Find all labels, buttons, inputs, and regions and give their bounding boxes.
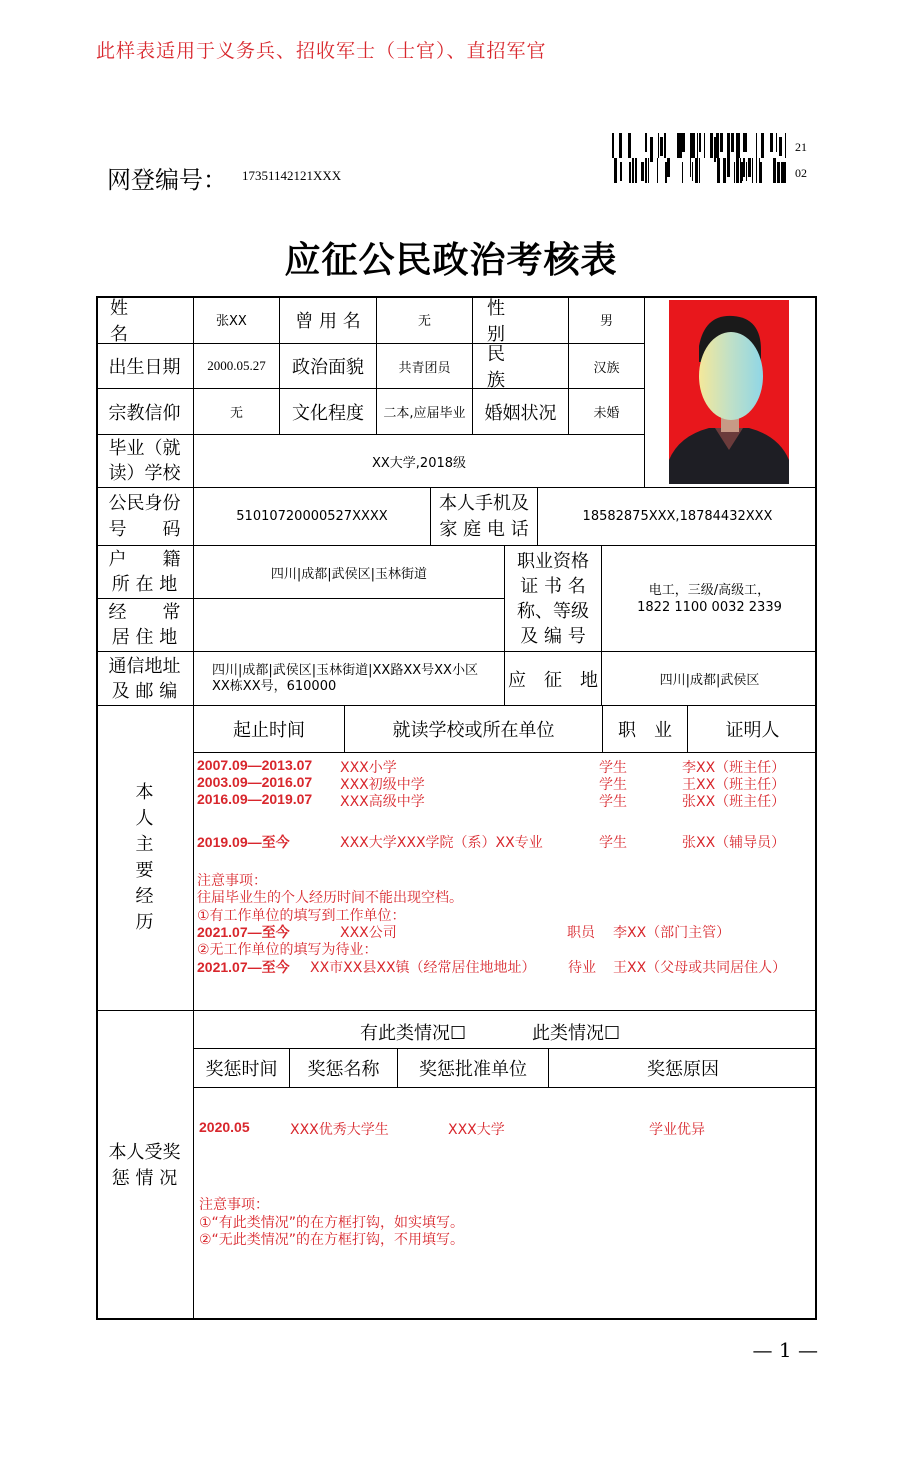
experience-note-line4: ②无工作单位的填写为待业： — [197, 942, 378, 958]
header-award-name: 奖惩名称 — [307, 1059, 380, 1080]
applicant-photo — [669, 300, 789, 484]
experience-row-school: XXX小学 — [340, 760, 397, 776]
registration-number: 17351142121XXX — [242, 168, 342, 183]
awards-note-line1: ①“有此类情况”的在方框打钩，如实填写。 — [199, 1215, 465, 1231]
marital-value: 未婚 — [593, 406, 620, 421]
header-occupation: 职 业 — [618, 720, 672, 741]
experience-row-witness: 李XX（班主任） — [682, 760, 786, 776]
address-label-line2: 及 邮 编 — [111, 680, 178, 702]
cert-label-line2: 证 书 名 — [520, 575, 586, 597]
experience-row-time: 2016.09—2019.07 — [197, 791, 313, 807]
experience-note-line2: ①有工作单位的填写到工作单位： — [197, 908, 406, 924]
experience-row-school: XXX初级中学 — [340, 777, 425, 793]
awards-note-line2: ②“无此类情况”的在方框打钩，不用填写。 — [199, 1232, 465, 1248]
id-number-value: 51010720000527XXXX — [236, 509, 388, 524]
experience-row-job: 学生 — [599, 794, 627, 810]
registration-label: 网登编号： — [107, 166, 227, 194]
residence-label-line1: 经 常 — [108, 602, 181, 623]
former-name-value: 无 — [417, 314, 431, 329]
experience-label-char: 历 — [135, 912, 154, 933]
page-number: — 1 — — [752, 1338, 818, 1362]
religion-value: 无 — [229, 406, 243, 421]
religion-label: 宗教信仰 — [108, 402, 181, 424]
marital-label: 婚姻状况 — [484, 402, 557, 424]
cert-label-line1: 职业资格 — [517, 550, 589, 572]
header-period: 起止时间 — [233, 720, 305, 741]
template-note: 此样表适用于义务兵、招收军士（士官）、直招军官 — [96, 40, 547, 62]
school-label-line1: 毕业（就 — [108, 438, 181, 459]
residence-label-line2: 居 住 地 — [111, 627, 178, 648]
note-work-job: 职员 — [567, 925, 595, 941]
birth-value: 2000.05.27 — [207, 358, 266, 373]
note-work-time: 2021.07—至今 — [197, 924, 290, 940]
phone-label-line1: 本人手机及 — [439, 492, 529, 514]
cert-value-line1: 电工，三级/高级工， — [648, 582, 771, 598]
experience-row-time: 2007.09—2013.07 — [197, 757, 313, 773]
former-name-label: 曾 用 名 — [295, 310, 361, 332]
hukou-value: 四川|成都|武侯区|玉林街道 — [270, 566, 428, 582]
header-school-unit: 就读学校或所在单位 — [392, 720, 555, 741]
awards-label-line1: 本人受奖 — [108, 1141, 181, 1163]
form-title: 应征公民政治考核表 — [284, 239, 618, 281]
cert-label-line4: 及 编 号 — [520, 625, 586, 647]
no-record-checkbox[interactable]: 此类情况☐ — [532, 1023, 621, 1044]
note-unemployed-witness: 王XX（父母或共同居住人） — [613, 960, 787, 976]
header-award-time: 奖惩时间 — [205, 1059, 278, 1080]
experience-row-time: 2019.09—至今 — [197, 834, 290, 850]
experience-label-char: 人 — [135, 808, 154, 829]
header-award-reason: 奖惩原因 — [647, 1059, 719, 1080]
experience-row-job: 学生 — [599, 777, 627, 793]
id-label-line2: 号 码 — [108, 518, 181, 540]
experience-row-witness: 王XX（班主任） — [682, 777, 786, 793]
address-value-line1: 四川|成都|武侯区|玉林街道|XX路XX号XX小区 — [212, 662, 478, 678]
phone-value: 18582875XXX,18784432XXX — [582, 509, 773, 524]
cert-value-line2: 1822 1100 0032 2339 — [637, 599, 782, 615]
enlist-label: 应 征 地 — [508, 669, 598, 691]
barcode-image — [612, 133, 786, 183]
address-label-line1: 通信地址 — [108, 655, 181, 677]
political-label: 政治面貌 — [292, 357, 364, 378]
experience-row-school: XXX高级中学 — [340, 794, 425, 810]
experience-row-job: 学生 — [599, 760, 627, 776]
birth-label: 出生日期 — [108, 357, 181, 378]
experience-note-line1: 往届毕业生的个人经历时间不能出现空档。 — [197, 890, 463, 906]
experience-label-char: 要 — [135, 860, 154, 881]
note-unemployed-unit: XX市XX县XX镇（经常居住地地址） — [310, 960, 536, 976]
experience-row-time: 2003.09—2016.07 — [197, 774, 313, 790]
experience-row-school: XXX大学XXX学院（系）XX专业 — [340, 835, 543, 851]
phone-label-line2: 家 庭 电 话 — [439, 518, 529, 540]
award-time: 2020.05 — [199, 1119, 250, 1135]
residence-value — [194, 599, 504, 651]
experience-label-char: 主 — [135, 834, 154, 855]
note-unemployed-job: 待业 — [568, 960, 596, 976]
header-witness: 证明人 — [725, 720, 780, 741]
ethnic-label: 民 族 — [487, 344, 541, 391]
school-value: XX大学,2018级 — [371, 455, 467, 471]
hukou-label-line2: 所 在 地 — [111, 574, 178, 595]
experience-label-char: 经 — [135, 886, 154, 907]
education-value: 二本,应届毕业 — [383, 406, 466, 421]
barcode-code-top: 21 — [795, 140, 807, 154]
experience-row-witness: 张XX（辅导员） — [682, 835, 786, 851]
id-label-line1: 公民身份 — [108, 492, 181, 514]
note-unemployed-time: 2021.07—至今 — [197, 959, 290, 975]
note-work-unit: XXX公司 — [340, 925, 397, 941]
award-reason: 学业优异 — [649, 1122, 705, 1138]
name-value: 张XX — [216, 314, 247, 329]
political-value: 共青团员 — [398, 360, 451, 376]
award-name: XXX优秀大学生 — [290, 1122, 389, 1138]
gender-label: 性 别 — [487, 297, 541, 345]
awards-notes-title: 注意事项： — [199, 1197, 269, 1213]
school-label-line2: 读）学校 — [108, 463, 181, 484]
note-work-witness: 李XX（部门主管） — [613, 925, 731, 941]
awards-label-line2: 惩 情 况 — [111, 1167, 178, 1189]
header-award-unit: 奖惩批准单位 — [419, 1059, 527, 1080]
experience-notes-title: 注意事项： — [197, 873, 267, 889]
barcode-code-bottom: 02 — [795, 166, 807, 180]
education-label: 文化程度 — [292, 402, 364, 424]
gender-value: 男 — [599, 314, 613, 329]
hukou-label-line1: 户 籍 — [108, 549, 181, 570]
experience-row-witness: 张XX（班主任） — [682, 794, 786, 810]
address-value-line2: XX栋XX号，610000 — [212, 678, 337, 694]
has-record-checkbox[interactable]: 有此类情况☐ — [360, 1023, 467, 1044]
award-unit: XXX大学 — [448, 1122, 505, 1138]
cert-label-line3: 称、等级 — [517, 600, 589, 622]
enlist-value: 四川|成都|武侯区 — [659, 673, 760, 688]
ethnic-value: 汉族 — [593, 360, 620, 376]
experience-row-job: 学生 — [599, 835, 627, 851]
experience-label — [96, 706, 193, 1010]
experience-label-char: 本 — [135, 782, 154, 803]
name-label: 姓 名 — [110, 297, 164, 345]
